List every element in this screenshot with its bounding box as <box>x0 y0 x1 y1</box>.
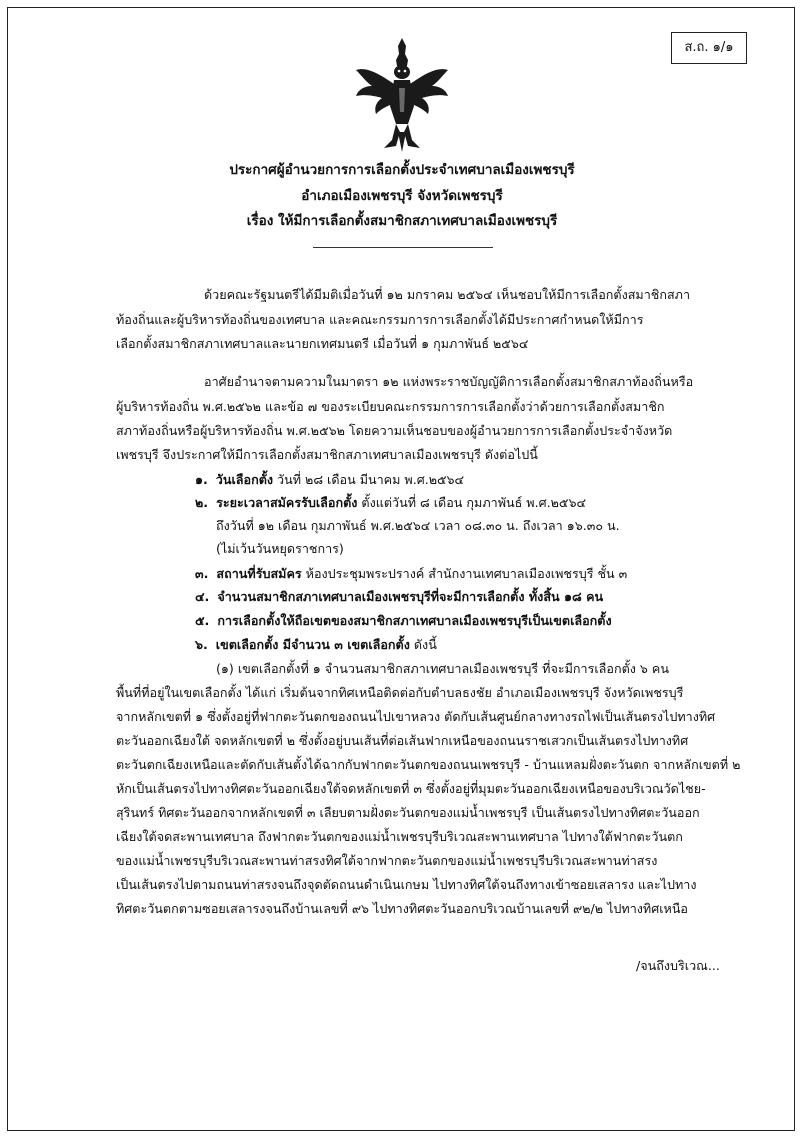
item-number: ๕. <box>195 613 210 628</box>
paragraph-line: (๑) เขตเลือกตั้งที่ ๑ จำนวนสมาชิกสภาเทศบาลเมืองเพชรบุรี ที่จะมีการเลือกตั้ง ๖ คน <box>216 661 669 676</box>
item-label: ระยะเวลาสมัครรับเลือกตั้ง <box>216 495 358 510</box>
title-divider <box>313 247 493 248</box>
list-item-application-place <box>195 563 627 585</box>
paragraph-line: ของแม่น้ำเพชรบุรีบริเวณสะพานท่าสรงทิศใต้จากฟากตะวันตกของแม่น้ำเพชรบุรีบริเวณสะพานท่าสรง <box>116 853 658 868</box>
paragraph-line: เลือกตั้งสมาชิกสภาเทศบาลและนายกเทศมนตรี เมื่อวันที่ ๑ กุมภาพันธ์ ๒๕๖๔ <box>116 336 529 351</box>
announcement-title: ประกาศผู้อำนวยการการเลือกตั้งประจำเทศบาลเมืองเพชรบุรี <box>229 162 575 178</box>
list-item-constituency-basis <box>195 610 612 632</box>
garuda-emblem-icon <box>352 36 452 154</box>
list-item-election-date <box>195 469 464 491</box>
paragraph-line: ผู้บริหารท้องถิ่น พ.ศ.๒๕๖๒ และข้อ ๗ ของระเบียบคณะกรรมการการเลือกตั้งว่าด้วยการเลือกตั้งสมาชิก <box>116 399 665 414</box>
item-label: การเลือกตั้งให้ถือเขตของสมาชิกสภาเทศบาลเมืองเพชรบุรีเป็นเขตเลือกตั้ง <box>217 613 612 628</box>
paragraph-line: ตะวันตกเฉียงเหนือและตัดกับเส้นตั้งได้ฉากกับฟากตะวันตกของถนนเพชรบุรี - บ้านแหลมฝั่งตะวันตก จากหลักเขตที่ ๒ <box>116 757 741 772</box>
paragraph-line: เฉียงใต้จดสะพานเทศบาล ถึงฟากตะวันตกของแม่น้ำเพชรบุรีบริเวณสะพานเทศบาล ไปทางใต้ฟากตะวันตก <box>116 829 683 844</box>
paragraph-line: เป็นเส้นตรงไปตามถนนท่าสรงจนถึงจุดตัดถนนดำเนินเกษม ไปทางทิศใต้จนถึงทางเข้าซอยเสลารง และไปทาง <box>116 877 697 892</box>
paragraph-line: จากหลักเขตที่ ๑ ซึ่งตั้งอยู่ที่ฟากตะวันตกของถนนไปเขาหลวง ตัดกับเส้นศูนย์กลางทางรถไฟเป็นเส้นตรงไปทางทิศ <box>116 709 716 724</box>
item-text: ตั้งแต่วันที่ ๘ เดือน กุมภาพันธ์ พ.ศ.๒๕๖๔ <box>357 495 586 510</box>
paragraph-line: ตะวันออกเฉียงใต้ จดหลักเขตที่ ๒ ซึ่งตั้งอยู่บนเส้นที่ต่อเส้นฟากเหนือของถนนราชเสวกเป็นเส้นตรงไปทางทิศ <box>116 733 689 748</box>
announcement-subject: เรื่อง ให้มีการเลือกตั้งสมาชิกสภาเทศบาลเมืองเพชรบุรี <box>246 213 558 229</box>
announcement-district: อำเภอเมืองเพชรบุรี จังหวัดเพชรบุรี <box>301 188 503 204</box>
item-number: ๒. <box>195 495 209 510</box>
item-continuation: ถึงวันที่ ๑๒ เดือน กุมภาพันธ์ พ.ศ.๒๕๖๔ เวลา ๐๘.๓๐ น. ถึงเวลา ๑๖.๓๐ น. <box>216 518 620 533</box>
item-number: ๓. <box>195 566 209 581</box>
paragraph-line: สุรินทร์ ทิศตะวันออกจากหลักเขตที่ ๓ เลียบตามฝั่งตะวันตกของแม่น้ำเพชรบุรี เป็นเส้นตรงไปทางทิศตะวันออก <box>116 805 700 820</box>
item-text: ห้องประชุมพระปรางค์ สำนักงานเทศบาลเมืองเพชรบุรี ชั้น ๓ <box>301 566 628 581</box>
item-text: วันที่ ๒๘ เดือน มีนาคม พ.ศ.๒๕๖๔ <box>273 472 465 487</box>
paragraph-line: สภาท้องถิ่นหรือผู้บริหารท้องถิ่น พ.ศ.๒๕๖๒ โดยความเห็นชอบของผู้อำนวยการการเลือกตั้งประจำจังหวัด <box>116 423 673 438</box>
paragraph-line: ด้วยคณะรัฐมนตรีได้มีมติเมื่อวันที่ ๑๒ มกราคม ๒๕๖๔ เห็นชอบให้มีการเลือกตั้งสมาชิกสภา <box>204 287 691 302</box>
paragraph-line: พื้นที่ที่อยู่ในเขตเลือกตั้ง ได้แก่ เริ่มต้นจากทิศเหนือติดต่อกับตำบลธงชัย อำเภอเมืองเพชรบุรี จังหวัดเพชรบุรี <box>116 685 684 700</box>
paragraph-line: ทิศตะวันตกตามซอยเสลารงจนถึงบ้านเลขที่ ๙๖ ไปทางทิศตะวันออกบริเวณบ้านเลขที่ ๙๒/๒ ไปทางทิศเหนือ <box>116 901 689 916</box>
item-label: สถานที่รับสมัคร <box>216 566 302 581</box>
continuation-marker: /จนถึงบริเวณ... <box>636 958 720 973</box>
item-label: จำนวนสมาชิกสภาเทศบาลเมืองเพชรบุรีที่จะมีการเลือกตั้ง ทั้งสิ้น ๑๘ คน <box>217 589 604 604</box>
item-label: เขตเลือกตั้ง มีจำนวน ๓ เขตเลือกตั้ง <box>215 637 410 652</box>
list-item-member-count <box>195 586 603 608</box>
item-label: วันเลือกตั้ง <box>215 472 274 487</box>
paragraph-line: หักเป็นเส้นตรงไปทางทิศตะวันออกเฉียงใต้จดหลักเขตที่ ๓ ซึ่งตั้งอยู่ที่มุมตะวันออกเฉียงเหนือของบริเวณวัดไชย- <box>116 781 706 796</box>
item-text: ดังนี้ <box>409 637 437 652</box>
paragraph-line: อาศัยอำนาจตามความในมาตรา ๑๒ แห่งพระราชบัญญัติการเลือกตั้งสมาชิกสภาท้องถิ่นหรือ <box>204 374 694 389</box>
item-continuation: (ไม่เว้นวันหยุดราชการ) <box>216 541 344 556</box>
list-item-constituencies <box>195 634 437 656</box>
list-item-application-period <box>195 492 586 514</box>
paragraph-line: ท้องถิ่นและผู้บริหารท้องถิ่นของเทศบาล และคณะกรรมการการเลือกตั้งได้มีประกาศกำหนดให้มีการ <box>116 312 644 327</box>
item-number: ๖. <box>195 637 208 652</box>
item-number: ๔. <box>195 589 210 604</box>
document-code-box: ส.ถ. ๑/๑ <box>671 32 747 64</box>
paragraph-line: เพชรบุรี จึงประกาศให้มีการเลือกตั้งสมาชิกสภาเทศบาลเมืองเพชรบุรี ดังต่อไปนี้ <box>116 447 538 462</box>
item-number: ๑. <box>195 472 208 487</box>
